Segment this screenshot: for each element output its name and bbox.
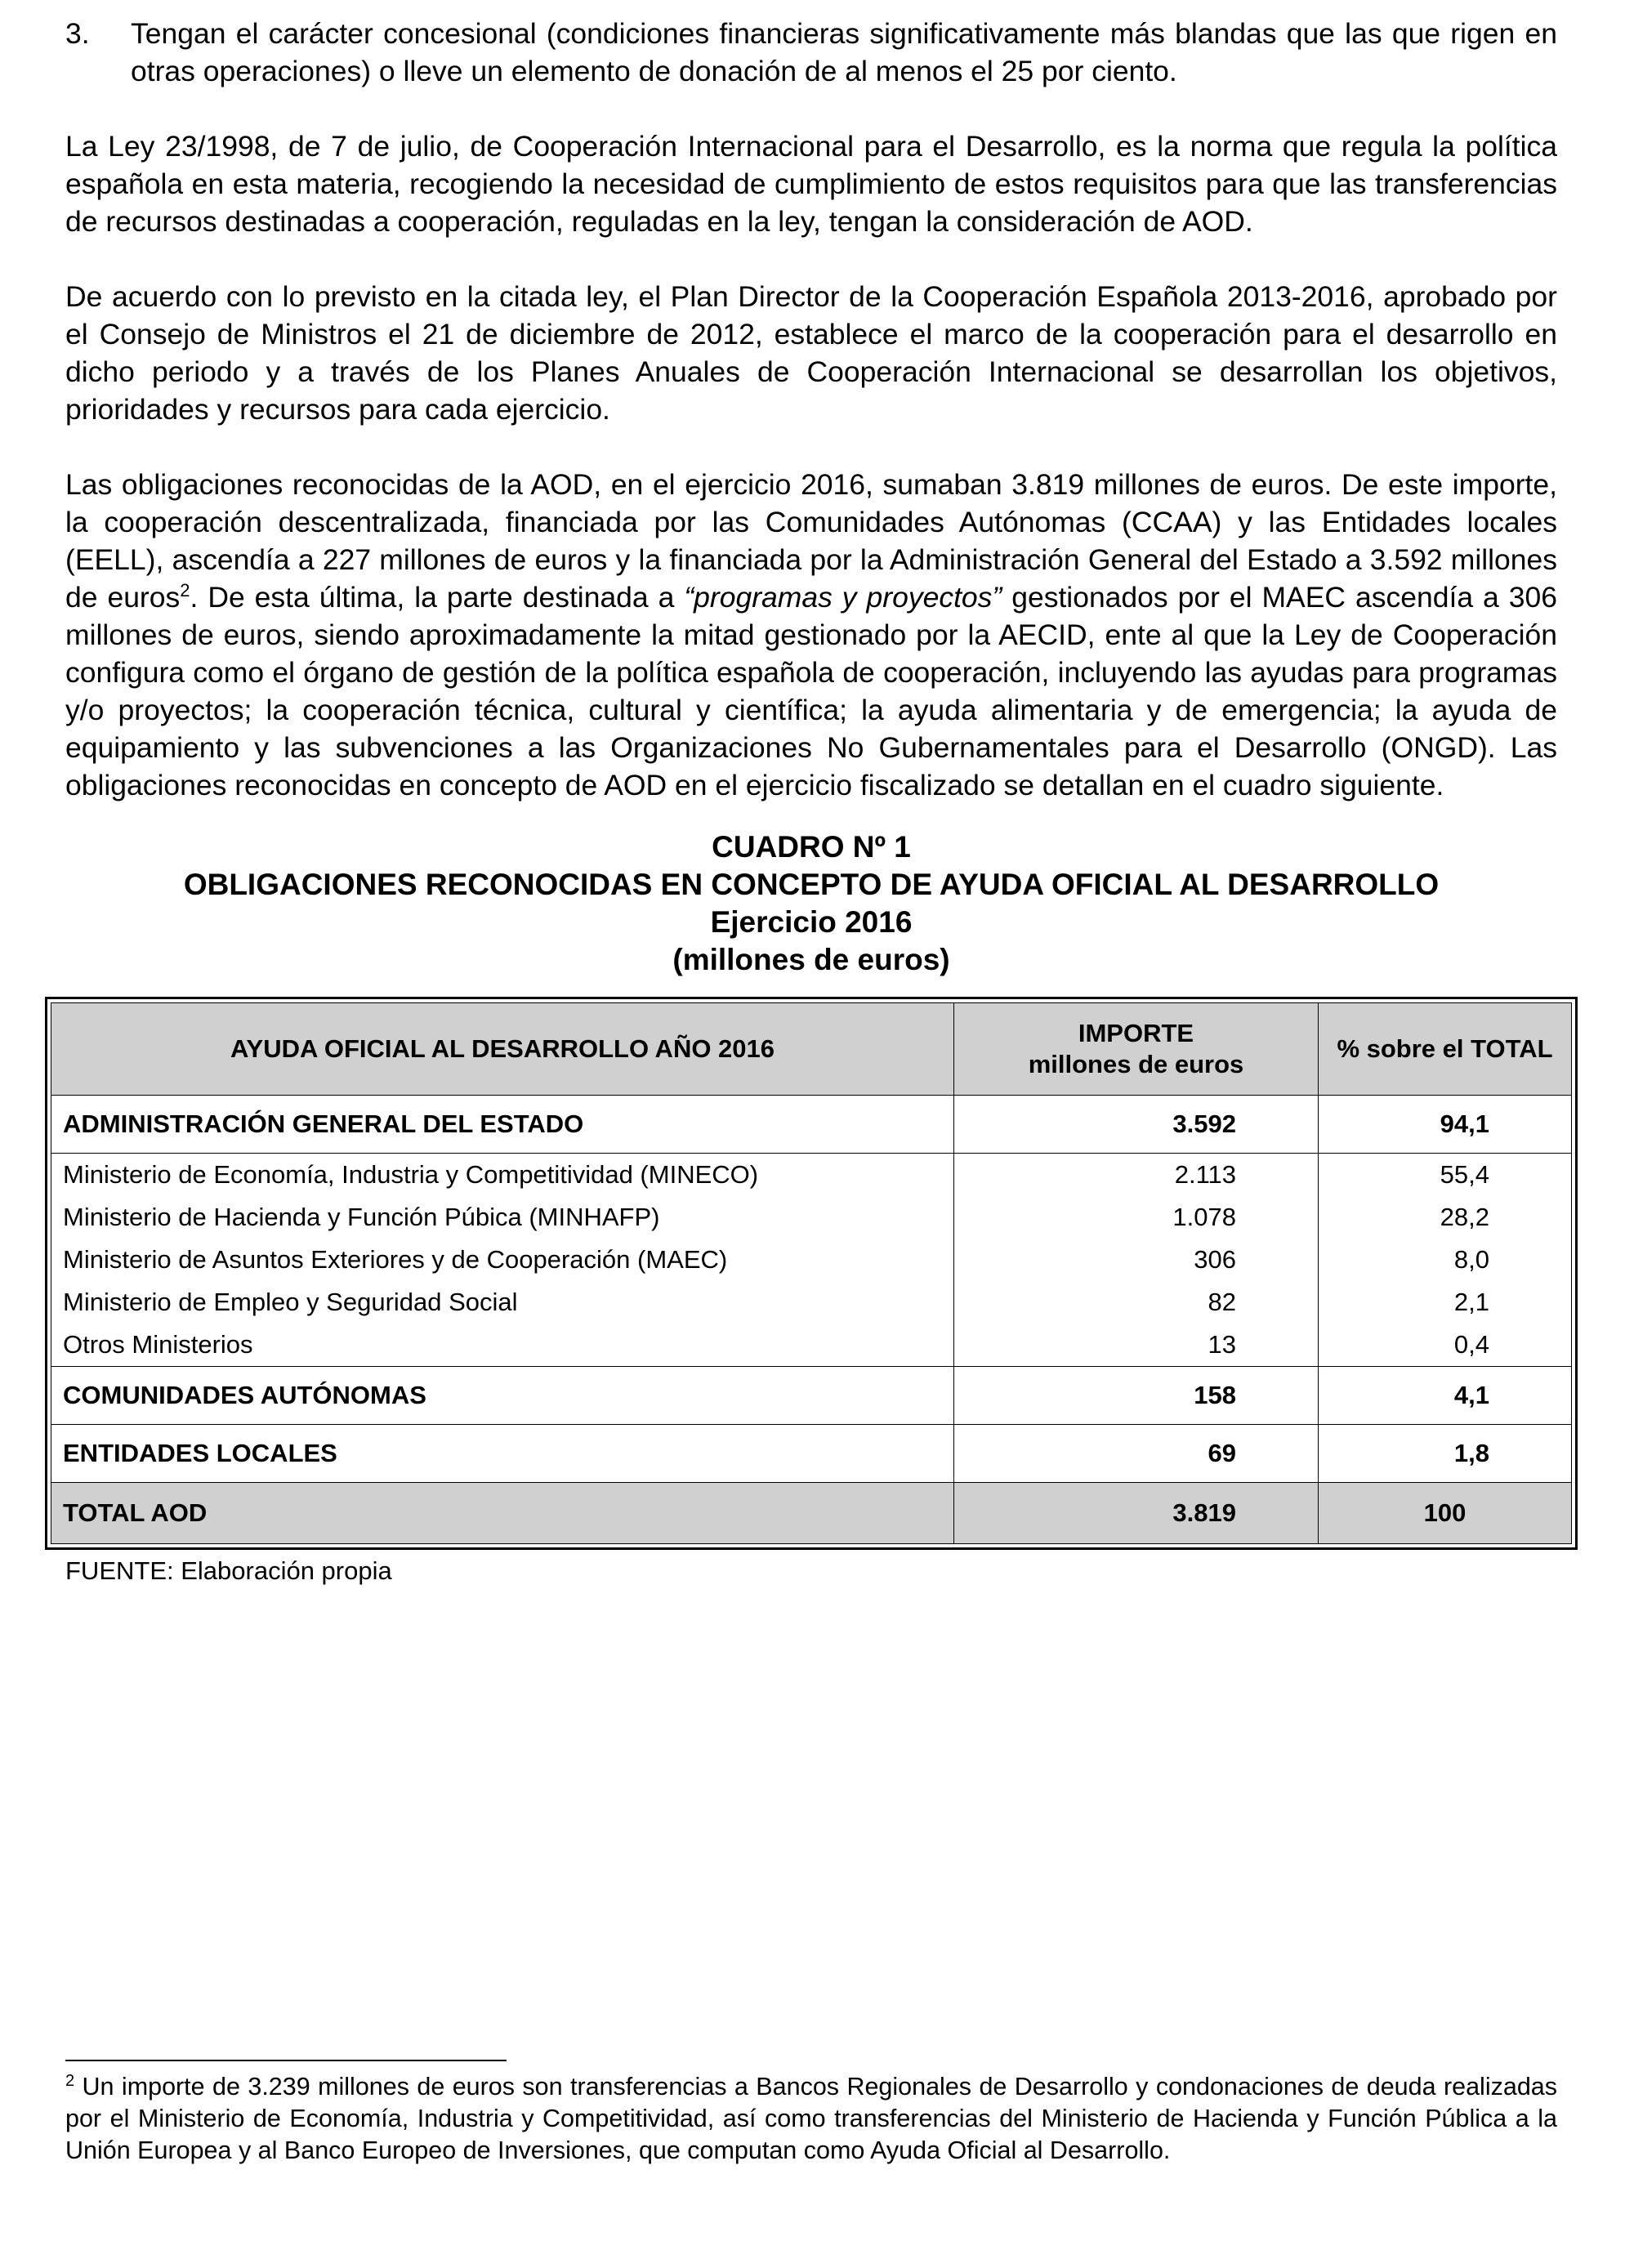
row-importe: 158 <box>954 1367 1319 1425</box>
table-row <box>51 1324 1572 1367</box>
row-label: COMUNIDADES AUTÓNOMAS <box>51 1367 954 1425</box>
row-importe: 1.078 <box>954 1196 1319 1239</box>
row-pct: 1,8 <box>1319 1425 1572 1483</box>
footnote <box>65 2071 1557 2167</box>
table-row <box>51 1154 1572 1197</box>
footnote-number: 2 <box>65 2071 75 2090</box>
row-label: ENTIDADES LOCALES <box>51 1425 954 1483</box>
header-importe <box>954 1003 1319 1096</box>
row-label: Otros Ministerios <box>51 1324 954 1367</box>
row-pct: 0,4 <box>1319 1324 1572 1367</box>
footnote-text: Un importe de 3.239 millones de euros son transferencias a Bancos Regionales de Desarrollo y condonaciones de deuda realizadas por el Ministerio de Economía, Industria y Competitividad, así como transferencias del Ministerio de Hacienda y Función Pública a la Unión Europea y al Banco Europeo de Inversiones, que computan como Ayuda Oficial al Desarrollo. <box>65 2073 1557 2164</box>
footnote-separator <box>65 2060 507 2061</box>
row-label: Ministerio de Economía, Industria y Competitividad (MINECO) <box>51 1154 954 1197</box>
table-row <box>51 1281 1572 1324</box>
row-importe: 13 <box>954 1324 1319 1367</box>
row-label: TOTAL AOD <box>51 1483 954 1544</box>
row-importe: 82 <box>954 1281 1319 1324</box>
aod-table <box>51 1002 1572 1544</box>
row-importe: 69 <box>954 1425 1319 1483</box>
obligaciones-part2: . De esta última, la parte destinada a <box>190 581 685 614</box>
footnote-ref[interactable]: 2 <box>180 580 190 601</box>
row-importe: 306 <box>954 1239 1319 1281</box>
row-importe: 3.592 <box>954 1096 1319 1154</box>
table-row <box>51 1239 1572 1281</box>
obligaciones-part3: gestionados por el MAEC ascendía a 306 millones de euros, siendo aproximadamente la mitad gestionado por la AECID, ente al que la Ley de Cooperación configura como el órgano de gestión de la política española de cooperación, incluyendo las ayudas para programas y/o proyectos; la cooperación técnica, cultural y científica; la ayuda alimentaria y de emergencia; la ayuda de equipamiento y las subvenciones a las Organizaciones No Gubernamentales para el Desarrollo (ONGD). Las obligaciones reconocidas en concepto de AOD en el ejercicio fiscalizado se detallan en el cuadro siguiente. <box>65 581 1557 801</box>
header-importe-line1: IMPORTE <box>1078 1019 1194 1047</box>
row-pct: 100 <box>1319 1483 1572 1544</box>
table-row <box>51 1196 1572 1239</box>
obligaciones-italic: “programas y proyectos” <box>684 581 1002 614</box>
table-title-line2: OBLIGACIONES RECONOCIDAS EN CONCEPTO DE AYUDA OFICIAL AL DESARROLLO <box>183 868 1440 901</box>
row-pct: 94,1 <box>1319 1096 1572 1154</box>
table-frame <box>45 997 1578 1550</box>
table-title-line4: (millones de euros) <box>672 943 950 976</box>
row-importe: 3.819 <box>954 1483 1319 1544</box>
row-pct: 2,1 <box>1319 1281 1572 1324</box>
table-row <box>51 1425 1572 1483</box>
header-porcentaje: % sobre el TOTAL <box>1319 1003 1572 1096</box>
table-title-line3: Ejercicio 2016 <box>710 905 913 939</box>
row-label: ADMINISTRACIÓN GENERAL DEL ESTADO <box>51 1096 954 1154</box>
table-source: FUENTE: Elaboración propia <box>65 1556 392 1585</box>
row-label: Ministerio de Asuntos Exteriores y de Cooperación (MAEC) <box>51 1239 954 1281</box>
list-number: 3. <box>65 17 90 50</box>
row-label: Ministerio de Empleo y Seguridad Social <box>51 1281 954 1324</box>
document-page <box>65 15 1557 1586</box>
row-pct: 28,2 <box>1319 1196 1572 1239</box>
table-row <box>51 1367 1572 1425</box>
table-header-row <box>51 1003 1572 1096</box>
row-label: Ministerio de Hacienda y Función Púbica (MINHAFP) <box>51 1196 954 1239</box>
header-ayuda: AYUDA OFICIAL AL DESARROLLO AÑO 2016 <box>51 1003 954 1096</box>
table-title <box>65 828 1557 979</box>
obligaciones-part1: Las obligaciones reconocidas de la AOD, en el ejercicio 2016, sumaban 3.819 millones de euros. De este importe, la cooperación descentralizada, financiada por las Comunidades Autónomas (CCAA) y las Entidades locales (EELL), ascendía a 227 millones de euros y la financiada por la Administración General del Estado a 3.592 millones de euros <box>65 468 1557 614</box>
table-title-line1: CUADRO Nº 1 <box>712 830 911 864</box>
row-pct: 55,4 <box>1319 1154 1572 1197</box>
paragraph-ley: La Ley 23/1998, de 7 de julio, de Cooperación Internacional para el Desarrollo, es la norma que regula la política española en esta materia, recogiendo la necesidad de cumplimiento de estos requisitos para que las transferencias de recursos destinadas a cooperación, reguladas en la ley, tengan la consideración de AOD. <box>65 130 1557 238</box>
list-text: Tengan el carácter concesional (condiciones financieras significativamente más blandas que las que rigen en otras operaciones) o lleve un elemento de donación de al menos el 25 por ciento. <box>131 17 1557 87</box>
list-item-3 <box>65 15 1557 90</box>
row-pct: 4,1 <box>1319 1367 1572 1425</box>
row-importe: 2.113 <box>954 1154 1319 1197</box>
paragraph-obligaciones <box>65 466 1557 804</box>
header-importe-line2: millones de euros <box>1028 1050 1244 1078</box>
paragraph-plan-director: De acuerdo con lo previsto en la citada ley, el Plan Director de la Cooperación Española 2013-2016, aprobado por el Consejo de Ministros el 21 de diciembre de 2012, establece el marco de la cooperación para el desarrollo en dicho periodo y a través de los Planes Anuales de Cooperación Internacional se desarrollan los objetivos, prioridades y recursos para cada ejercicio. <box>65 280 1557 426</box>
table-row-total <box>51 1483 1572 1544</box>
row-pct: 8,0 <box>1319 1239 1572 1281</box>
table-row <box>51 1096 1572 1154</box>
